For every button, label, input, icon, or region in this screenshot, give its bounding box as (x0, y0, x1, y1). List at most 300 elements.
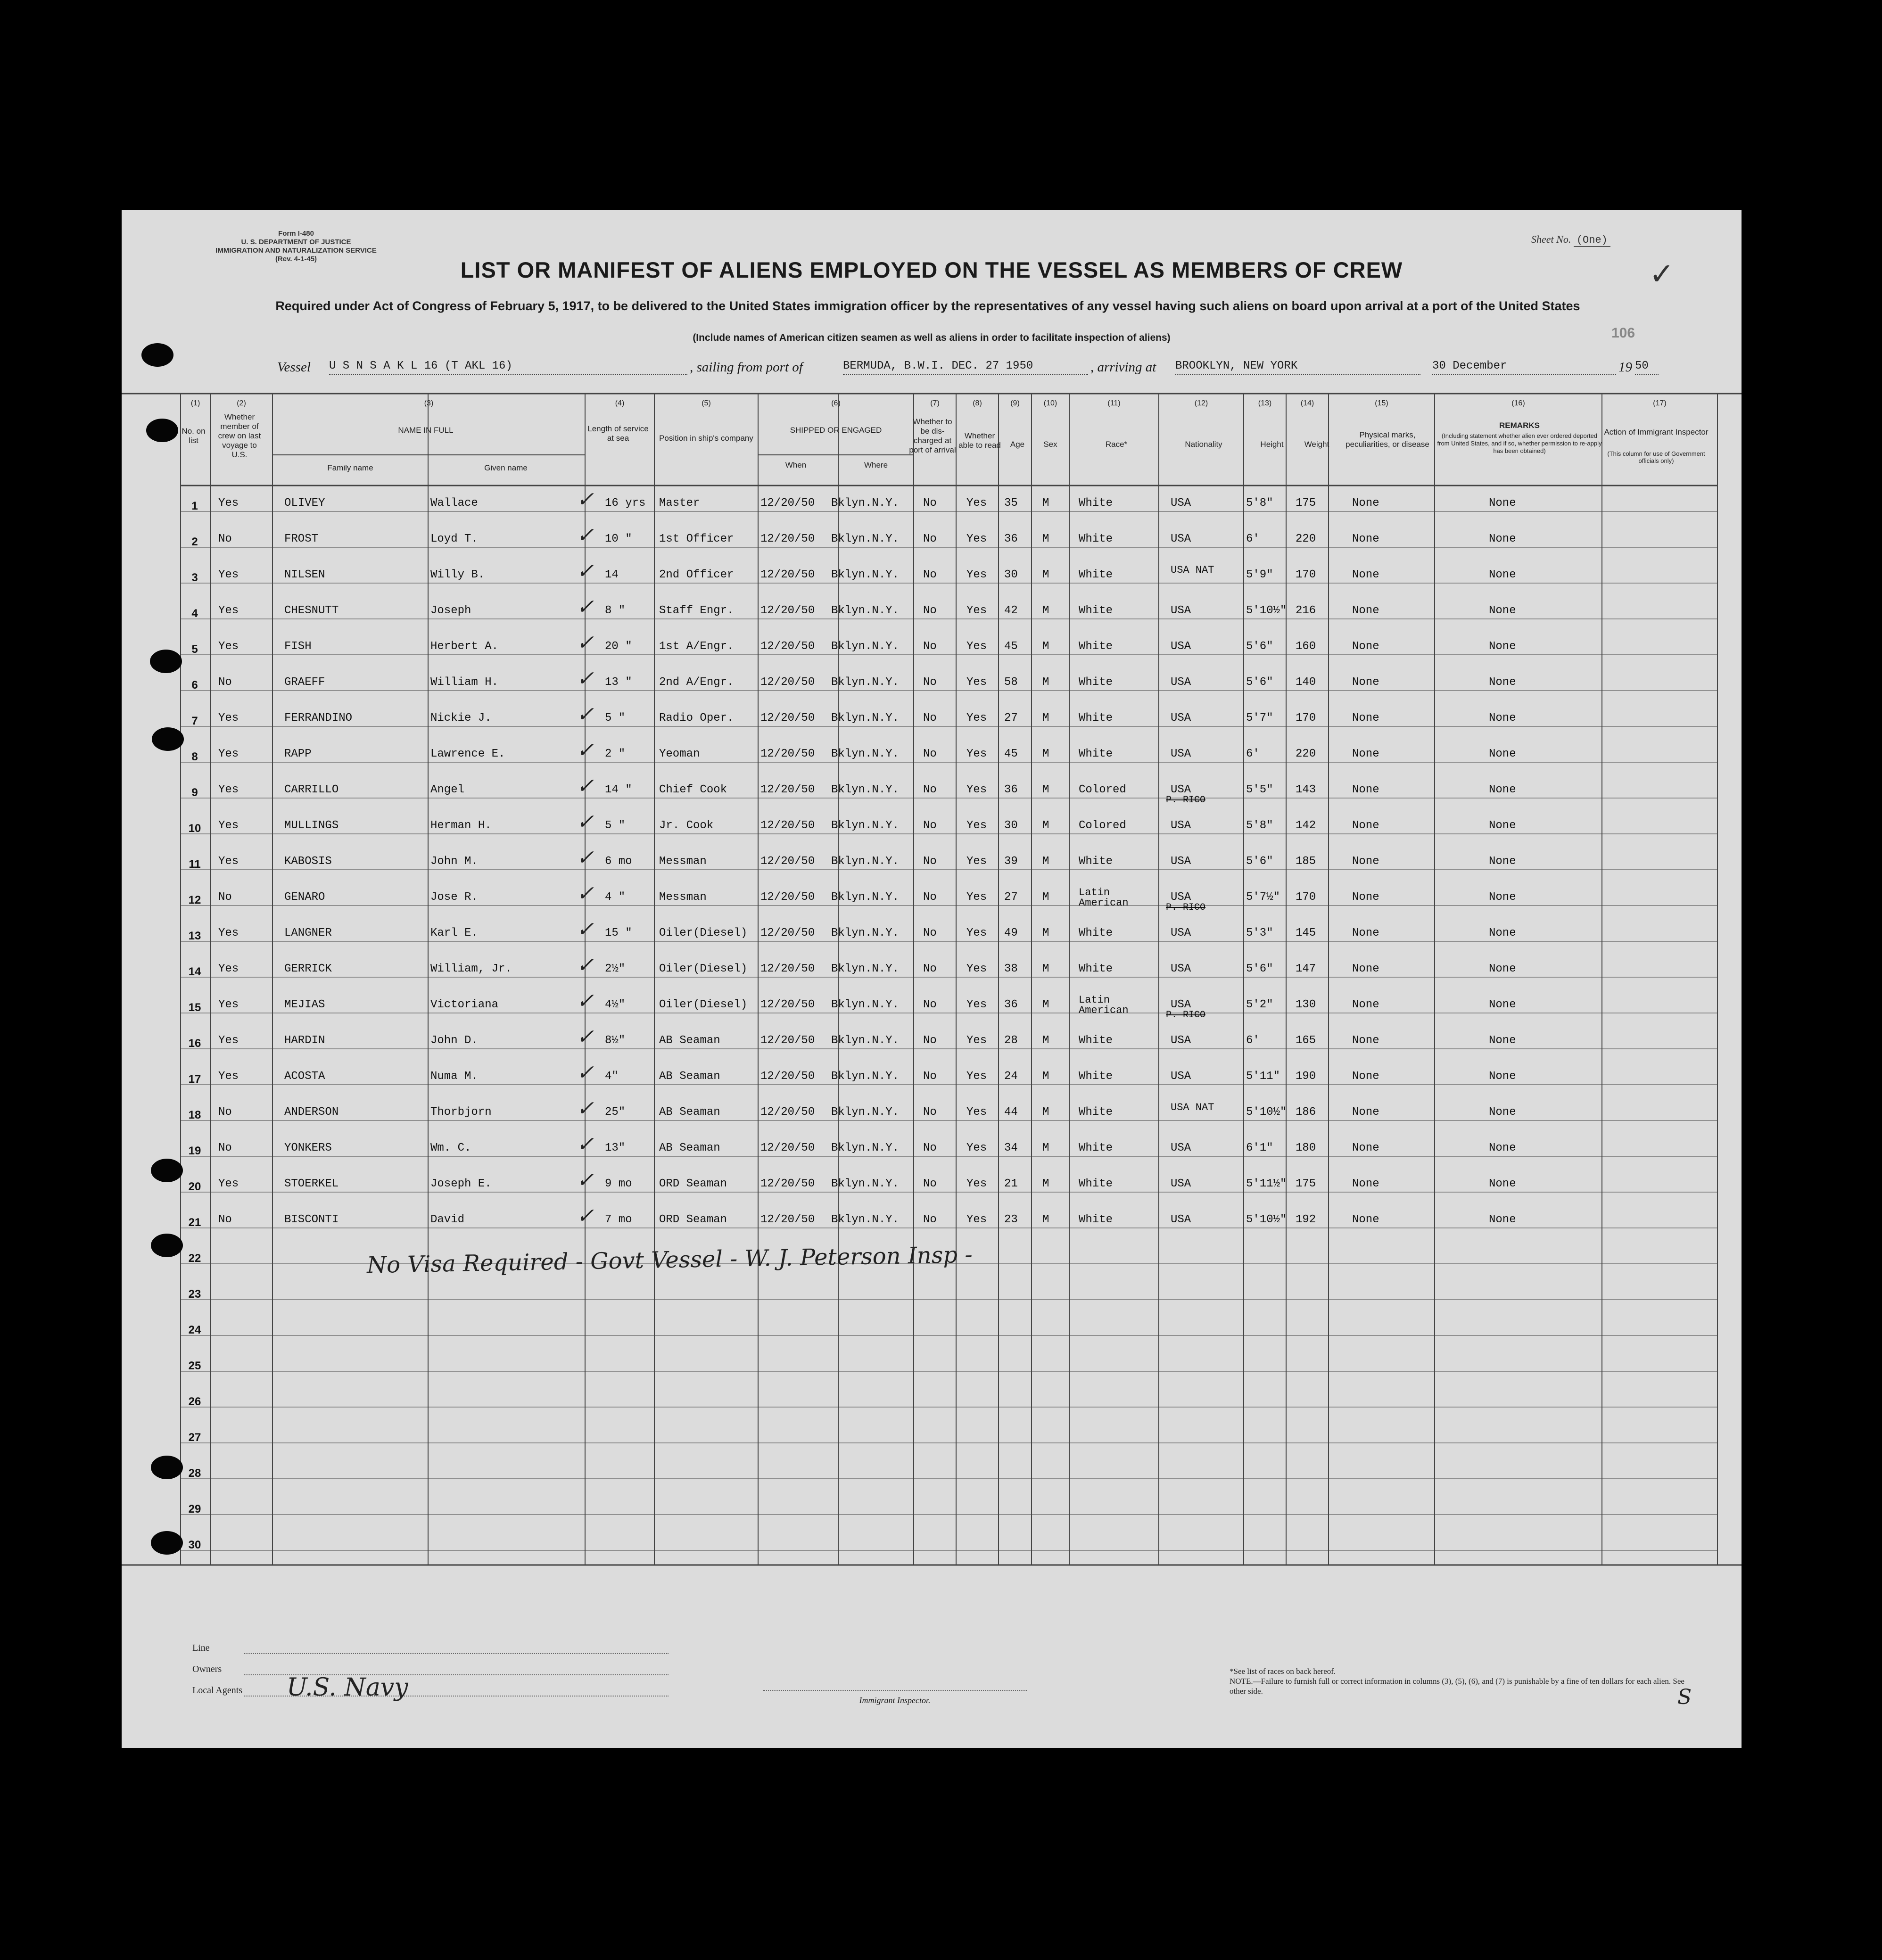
shipped-date-cell: 12/20/50 (760, 855, 815, 868)
age-cell: 49 (1004, 927, 1018, 939)
remarks-cell: None (1489, 676, 1516, 689)
remarks-cell: None (1489, 748, 1516, 760)
family-name-cell: MEJIAS (284, 998, 325, 1011)
sex-cell: M (1042, 497, 1049, 510)
physical-marks-cell: None (1352, 1213, 1379, 1226)
column-number: (16) (1511, 399, 1525, 407)
read-cell: Yes (966, 640, 987, 653)
remarks-cell: None (1489, 568, 1516, 581)
age-cell: 36 (1004, 533, 1018, 545)
physical-marks-cell: None (1352, 1142, 1379, 1154)
shipped-place-cell: Bklyn.N.Y. (831, 927, 900, 939)
height-cell: 5'6" (1246, 855, 1273, 868)
discharge-cell: No (923, 998, 937, 1011)
given-name-cell: Herman H. (430, 819, 492, 832)
footer-line-rule (244, 1653, 669, 1654)
crew-status-cell: No (218, 891, 232, 904)
shipped-place-cell: Bklyn.N.Y. (831, 1142, 900, 1154)
header-shipped: SHIPPED OR ENGAGED (790, 426, 882, 435)
races-note: *See list of races on back hereof. (1230, 1667, 1336, 1676)
row-number: 30 (188, 1539, 201, 1551)
family-name-cell: FISH (284, 640, 312, 653)
service-length-cell: 6 mo (605, 855, 632, 868)
shipped-place-cell: Bklyn.N.Y. (831, 533, 900, 545)
read-cell: Yes (966, 1106, 987, 1119)
read-cell: Yes (966, 748, 987, 760)
height-cell: 6' (1246, 1034, 1260, 1047)
sex-cell: M (1042, 533, 1049, 545)
shipped-place-cell: Bklyn.N.Y. (831, 855, 900, 868)
header-given: Given name (484, 463, 528, 472)
service-length-cell: 14 (605, 568, 619, 581)
sailing-label: , sailing from port of (690, 360, 803, 375)
remarks-cell: None (1489, 1178, 1516, 1190)
weight-cell: 170 (1296, 568, 1316, 581)
physical-marks-cell: None (1352, 640, 1379, 653)
header-weight: Weight (1304, 440, 1329, 449)
service-length-cell: 5 " (605, 712, 626, 725)
row-number: 21 (188, 1216, 201, 1229)
header-service: Length of service at sea (587, 424, 649, 443)
header-position: Position in ship's company (659, 434, 753, 443)
position-cell: 2nd A/Engr. (659, 676, 734, 689)
weight-cell: 180 (1296, 1142, 1316, 1154)
weight-cell: 192 (1296, 1213, 1316, 1226)
physical-marks-cell: None (1352, 1034, 1379, 1047)
column-number: (12) (1194, 399, 1208, 407)
family-name-cell: RAPP (284, 748, 312, 760)
height-cell: 5'2" (1246, 998, 1273, 1011)
row-number: 8 (191, 750, 198, 763)
read-cell: Yes (966, 963, 987, 975)
given-name-cell: Lawrence E. (430, 748, 505, 760)
service-length-cell: 4½" (605, 998, 626, 1011)
shipped-date-cell: 12/20/50 (760, 604, 815, 617)
column-number: (7) (930, 399, 940, 407)
shipped-date-cell: 12/20/50 (760, 568, 815, 581)
shipped-place-cell: Bklyn.N.Y. (831, 1213, 900, 1226)
footer-owners-label: Owners (192, 1664, 222, 1674)
discharge-cell: No (923, 963, 937, 975)
column-number: (15) (1375, 399, 1388, 407)
physical-marks-cell: None (1352, 568, 1379, 581)
position-cell: AB Seaman (659, 1034, 720, 1047)
sex-cell: M (1042, 998, 1049, 1011)
age-cell: 21 (1004, 1178, 1018, 1190)
row-number: 7 (191, 715, 198, 727)
nationality-struck-cell: P. RICO (1166, 902, 1206, 913)
fine-note: NOTE.—Failure to furnish full or correct information in columns (3), (5), (6), and (7) is punishable by a fine of ten dollars for each alien. See other side. (1230, 1677, 1684, 1696)
height-cell: 5'6" (1246, 963, 1273, 975)
row-number: 24 (188, 1324, 201, 1336)
family-name-cell: CHESNUTT (284, 604, 339, 617)
physical-marks-cell: None (1352, 963, 1379, 975)
shipped-place-cell: Bklyn.N.Y. (831, 568, 900, 581)
physical-marks-cell: None (1352, 891, 1379, 904)
header-physical: Physical marks, peculiarities, or disease (1345, 430, 1429, 449)
position-cell: AB Seaman (659, 1106, 720, 1119)
race-cell: White (1079, 1178, 1113, 1190)
race-cell: White (1079, 748, 1113, 760)
position-cell: 1st Officer (659, 533, 734, 545)
row-number: 4 (191, 607, 198, 620)
sex-cell: M (1042, 891, 1049, 904)
header-height: Height (1260, 440, 1284, 449)
position-cell: ORD Seaman (659, 1178, 727, 1190)
check-icon: ✓ (577, 1168, 594, 1192)
crew-status-cell: Yes (218, 819, 239, 832)
remarks-cell: None (1489, 1034, 1516, 1047)
remarks-cell: None (1489, 998, 1516, 1011)
nationality-cell: USA (1171, 855, 1191, 868)
physical-marks-cell: None (1352, 1106, 1379, 1119)
shipped-date-cell: 12/20/50 (760, 783, 815, 796)
nationality-cell: USA (1171, 998, 1191, 1011)
column-number: (4) (615, 399, 625, 407)
arrival-value: BROOKLYN, NEW YORK (1175, 360, 1420, 375)
header-sex: Sex (1043, 440, 1057, 449)
crew-status-cell: Yes (218, 1034, 239, 1047)
check-icon: ✓ (577, 953, 594, 977)
row-number: 1 (191, 500, 198, 512)
row-number: 11 (189, 858, 201, 871)
sex-cell: M (1042, 1142, 1049, 1154)
punch-hole (151, 1456, 183, 1479)
sex-cell: M (1042, 712, 1049, 725)
sex-cell: M (1042, 604, 1049, 617)
header-when: When (785, 461, 807, 469)
column-number: (13) (1258, 399, 1272, 407)
race-cell: White (1079, 533, 1113, 545)
height-cell: 5'7½" (1246, 891, 1280, 904)
check-icon: ✓ (577, 702, 594, 726)
race-cell: White (1079, 712, 1113, 725)
race-cell: White (1079, 497, 1113, 510)
column-number: (6) (831, 399, 841, 407)
document-title: LIST OR MANIFEST OF ALIENS EMPLOYED ON THE VESSEL AS MEMBERS OF CREW (460, 257, 1403, 282)
given-name-cell: Herbert A. (430, 640, 499, 653)
family-name-cell: LANGNER (284, 927, 332, 939)
punch-hole (141, 343, 173, 367)
read-cell: Yes (966, 927, 987, 939)
sex-cell: M (1042, 927, 1049, 939)
shipped-place-cell: Bklyn.N.Y. (831, 1106, 900, 1119)
sex-cell: M (1042, 1070, 1049, 1083)
read-cell: Yes (966, 604, 987, 617)
physical-marks-cell: None (1352, 676, 1379, 689)
discharge-cell: No (923, 604, 937, 617)
service-length-cell: 13" (605, 1142, 626, 1154)
age-cell: 39 (1004, 855, 1018, 868)
shipped-date-cell: 12/20/50 (760, 1142, 815, 1154)
weight-cell: 220 (1296, 533, 1316, 545)
service-length-cell: 9 mo (605, 1178, 632, 1190)
given-name-cell: Thorbjorn (430, 1106, 492, 1119)
position-cell: Master (659, 497, 700, 510)
sex-cell: M (1042, 963, 1049, 975)
race-cell: White (1079, 927, 1113, 939)
check-icon: ✓ (577, 774, 594, 798)
document-subnote: (Include names of American citizen seamen as well as aliens in order to facilitate inspection of aliens) (693, 332, 1171, 343)
crew-status-cell: Yes (218, 927, 239, 939)
sex-cell: M (1042, 568, 1049, 581)
shipped-date-cell: 12/20/50 (760, 1213, 815, 1226)
weight-cell: 175 (1296, 497, 1316, 510)
column-number: (14) (1300, 399, 1314, 407)
position-cell: Jr. Cook (659, 819, 714, 832)
manifest-sheet (122, 210, 1742, 1748)
height-cell: 5'8" (1246, 497, 1273, 510)
shipped-date-cell: 12/20/50 (760, 1034, 815, 1047)
discharge-cell: No (923, 676, 937, 689)
check-icon: ✓ (577, 1061, 594, 1085)
column-number: (8) (973, 399, 982, 407)
race-cell: Colored (1079, 783, 1126, 796)
punch-hole (151, 1531, 183, 1555)
nationality-struck-cell: P. RICO (1166, 795, 1206, 806)
weight-cell: 140 (1296, 676, 1316, 689)
service-length-cell: 4 " (605, 891, 626, 904)
shipped-date-cell: 12/20/50 (760, 1070, 815, 1083)
crew-status-cell: No (218, 676, 232, 689)
height-cell: 5'7" (1246, 712, 1273, 725)
age-cell: 30 (1004, 568, 1018, 581)
given-name-cell: Jose R. (430, 891, 478, 904)
weight-cell: 130 (1296, 998, 1316, 1011)
shipped-date-cell: 12/20/50 (760, 819, 815, 832)
race-cell: Colored (1079, 819, 1126, 832)
race-cell: White (1079, 676, 1113, 689)
height-cell: 5'11½" (1246, 1178, 1287, 1190)
nationality-cell: USA (1171, 1178, 1191, 1190)
family-name-cell: STOERKEL (284, 1178, 339, 1190)
remarks-cell: None (1489, 1213, 1516, 1226)
check-icon: ✓ (577, 1132, 594, 1156)
given-name-cell: William, Jr. (430, 963, 512, 975)
row-number: 22 (188, 1252, 201, 1265)
check-icon: ✓ (577, 917, 594, 941)
column-number: (5) (702, 399, 711, 407)
column-number: (10) (1043, 399, 1057, 407)
shipped-place-cell: Bklyn.N.Y. (831, 891, 900, 904)
row-number: 28 (188, 1467, 201, 1480)
punch-hole (146, 419, 178, 442)
read-cell: Yes (966, 1034, 987, 1047)
check-icon: ✓ (577, 631, 594, 655)
sheet-label: Sheet No. (1531, 233, 1571, 245)
crew-status-cell: No (218, 1142, 232, 1154)
check-icon: ✓ (577, 1025, 594, 1049)
shipped-date-cell: 12/20/50 (760, 1178, 815, 1190)
form-id-line: IMMIGRATION AND NATURALIZATION SERVICE (215, 247, 377, 255)
physical-marks-cell: None (1352, 748, 1379, 760)
shipped-place-cell: Bklyn.N.Y. (831, 497, 900, 510)
shipped-date-cell: 12/20/50 (760, 927, 815, 939)
height-cell: 6' (1246, 533, 1260, 545)
row-number: 12 (188, 894, 201, 906)
crew-status-cell: No (218, 1213, 232, 1226)
column-number: (3) (424, 399, 434, 407)
nationality-cell: USA (1171, 1034, 1191, 1047)
header-nationality: Nationality (1185, 440, 1222, 449)
check-icon: ✓ (577, 559, 594, 583)
row-number: 17 (188, 1073, 201, 1086)
given-name-cell: Wm. C. (430, 1142, 471, 1154)
remarks-cell: None (1489, 783, 1516, 796)
column-number: (17) (1653, 399, 1667, 407)
corner-mark: S (1677, 1685, 1692, 1709)
shipped-place-cell: Bklyn.N.Y. (831, 640, 900, 653)
family-name-cell: CARRILLO (284, 783, 339, 796)
shipped-date-cell: 12/20/50 (760, 748, 815, 760)
shipped-place-cell: Bklyn.N.Y. (831, 819, 900, 832)
given-name-cell: Wallace (430, 497, 478, 510)
position-cell: Chief Cook (659, 783, 727, 796)
read-cell: Yes (966, 568, 987, 581)
read-cell: Yes (966, 1142, 987, 1154)
race-cell: White (1079, 568, 1113, 581)
nationality-cell: USA NAT (1171, 564, 1214, 576)
service-length-cell: 8½" (605, 1034, 626, 1047)
column-number: (2) (237, 399, 246, 407)
physical-marks-cell: None (1352, 533, 1379, 545)
given-name-cell: Numa M. (430, 1070, 478, 1083)
service-length-cell: 2½" (605, 963, 626, 975)
age-cell: 36 (1004, 998, 1018, 1011)
nationality-cell: USA NAT (1171, 1102, 1214, 1113)
nationality-cell: USA (1171, 963, 1191, 975)
crew-status-cell: Yes (218, 998, 239, 1011)
position-cell: AB Seaman (659, 1142, 720, 1154)
weight-cell: 145 (1296, 927, 1316, 939)
check-icon: ✓ (577, 487, 594, 511)
given-name-cell: David (430, 1213, 465, 1226)
discharge-cell: No (923, 1070, 937, 1083)
race-cell: Latin American (1079, 887, 1129, 909)
weight-cell: 170 (1296, 891, 1316, 904)
height-cell: 5'3" (1246, 927, 1273, 939)
shipped-place-cell: Bklyn.N.Y. (831, 1070, 900, 1083)
age-cell: 58 (1004, 676, 1018, 689)
header-remarks-note: (Including statement whether alien ever ordered deported from United States, and if so, whether permission to re-apply has been obtained) (1437, 432, 1602, 454)
physical-marks-cell: None (1352, 783, 1379, 796)
sheet-value: (One) (1574, 234, 1610, 247)
discharge-cell: No (923, 783, 937, 796)
discharge-cell: No (923, 1106, 937, 1119)
nationality-cell: USA (1171, 748, 1191, 760)
form-id-line: Form I-480 (278, 230, 314, 238)
family-name-cell: KABOSIS (284, 855, 332, 868)
discharge-cell: No (923, 640, 937, 653)
family-name-cell: FERRANDINO (284, 712, 353, 725)
family-name-cell: YONKERS (284, 1142, 332, 1154)
weight-cell: 143 (1296, 783, 1316, 796)
shipped-date-cell: 12/20/50 (760, 533, 815, 545)
discharge-cell: No (923, 497, 937, 510)
footer-agents-label: Local Agents (192, 1685, 243, 1696)
discharge-cell: No (923, 568, 937, 581)
weight-cell: 216 (1296, 604, 1316, 617)
height-cell: 5'6" (1246, 676, 1273, 689)
crew-status-cell: Yes (218, 604, 239, 617)
physical-marks-cell: None (1352, 1070, 1379, 1083)
remarks-cell: None (1489, 855, 1516, 868)
header-no: No. on list (182, 427, 206, 445)
service-length-cell: 20 " (605, 640, 632, 653)
punch-hole (150, 650, 182, 673)
age-cell: 24 (1004, 1070, 1018, 1083)
race-cell: White (1079, 640, 1113, 653)
shipped-place-cell: Bklyn.N.Y. (831, 604, 900, 617)
header-family: Family name (327, 463, 373, 472)
check-icon: ✓ (577, 738, 594, 762)
family-name-cell: ACOSTA (284, 1070, 325, 1083)
position-cell: Messman (659, 891, 707, 904)
age-cell: 34 (1004, 1142, 1018, 1154)
shipped-date-cell: 12/20/50 (760, 1106, 815, 1119)
crew-status-cell: Yes (218, 783, 239, 796)
crew-status-cell: Yes (218, 963, 239, 975)
crew-status-cell: Yes (218, 1070, 239, 1083)
position-cell: 2nd Officer (659, 568, 734, 581)
physical-marks-cell: None (1352, 712, 1379, 725)
nationality-cell: USA (1171, 497, 1191, 510)
read-cell: Yes (966, 1178, 987, 1190)
row-number: 2 (191, 535, 198, 548)
check-icon: ✓ (577, 881, 594, 906)
document-subtitle: Required under Act of Congress of February 5, 1917, to be delivered to the United States immigration officer by the representatives of any vessel having such aliens on board upon arrival at a port of the United States (275, 299, 1580, 313)
local-agents-value: U.S. Navy (287, 1673, 408, 1702)
position-cell: Oiler(Diesel) (659, 998, 748, 1011)
vessel-value: U S N S A K L 16 (T AKL 16) (329, 360, 687, 375)
remarks-cell: None (1489, 1106, 1516, 1119)
crew-status-cell: No (218, 533, 232, 545)
read-cell: Yes (966, 1213, 987, 1226)
family-name-cell: GRAEFF (284, 676, 325, 689)
nationality-cell: USA (1171, 1070, 1191, 1083)
given-name-cell: William H. (430, 676, 499, 689)
height-cell: 5'5" (1246, 783, 1273, 796)
nationality-cell: USA (1171, 891, 1191, 904)
race-cell: Latin American (1079, 994, 1129, 1016)
row-number: 5 (191, 643, 198, 656)
crew-status-cell: Yes (218, 497, 239, 510)
race-cell: White (1079, 604, 1113, 617)
discharge-cell: No (923, 819, 937, 832)
discharge-cell: No (923, 533, 937, 545)
header-action: Action of Immigrant Inspector (1604, 428, 1709, 436)
year-prefix: 19 (1618, 360, 1632, 375)
physical-marks-cell: None (1352, 927, 1379, 939)
discharge-cell: No (923, 927, 937, 939)
remarks-cell: None (1489, 1070, 1516, 1083)
remarks-cell: None (1489, 533, 1516, 545)
read-cell: Yes (966, 783, 987, 796)
read-cell: Yes (966, 998, 987, 1011)
crew-status-cell: No (218, 1106, 232, 1119)
position-cell: Oiler(Diesel) (659, 927, 748, 939)
footer-line-label: Line (192, 1643, 210, 1653)
position-cell: Staff Engr. (659, 604, 734, 617)
nationality-cell: USA (1171, 712, 1191, 725)
read-cell: Yes (966, 712, 987, 725)
shipped-place-cell: Bklyn.N.Y. (831, 998, 900, 1011)
arriving-label: , arriving at (1090, 360, 1156, 375)
height-cell: 6'1" (1246, 1142, 1273, 1154)
age-cell: 45 (1004, 748, 1018, 760)
crew-status-cell: Yes (218, 1178, 239, 1190)
height-cell: 5'8" (1246, 819, 1273, 832)
